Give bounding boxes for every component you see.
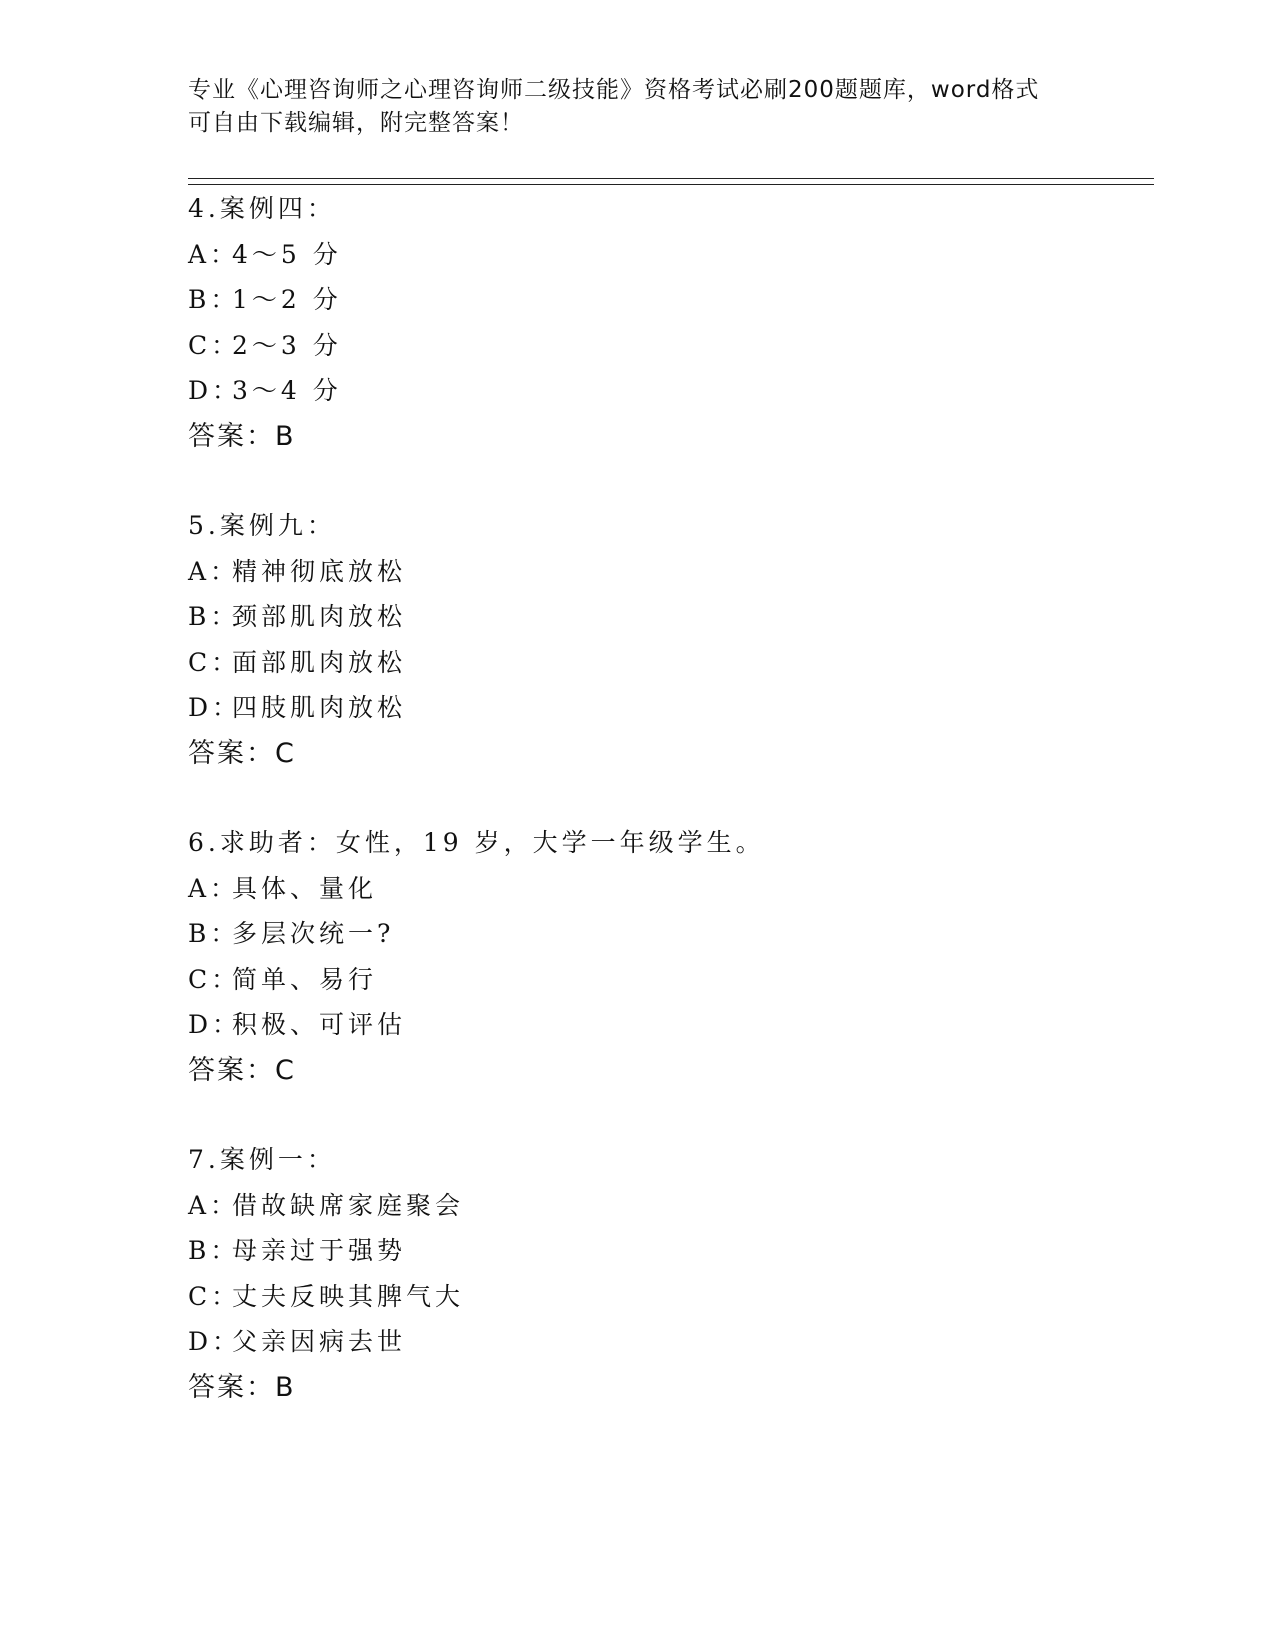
- option-d: [188, 1002, 1128, 1048]
- option-d: [188, 685, 1128, 731]
- option-text: 3～4 分: [232, 376, 342, 405]
- option-letter: C：: [188, 330, 241, 360]
- option-letter: D：: [188, 1010, 242, 1039]
- option-letter: A：: [188, 556, 240, 586]
- option-c: [188, 957, 1128, 1003]
- option-letter: A：: [188, 1190, 240, 1220]
- option-text: 丈夫反映其脾气大: [232, 1281, 465, 1311]
- option-text: 具体、量化: [232, 873, 378, 903]
- option-text: 精神彻底放松: [232, 556, 407, 586]
- option-letter: C：: [188, 964, 241, 994]
- option-text: 1～2 分: [232, 285, 342, 314]
- option-a: [188, 866, 1128, 912]
- option-text: 母亲过于强势: [232, 1236, 407, 1265]
- option-c: [188, 640, 1128, 686]
- option-text: 4～5 分: [232, 239, 342, 269]
- option-letter: B：: [188, 285, 240, 314]
- option-text: 积极、可评估: [232, 1010, 407, 1039]
- option-text: 简单、易行: [232, 964, 378, 994]
- option-b: [188, 911, 1128, 957]
- option-text: 面部肌肉放松: [232, 647, 407, 677]
- option-a: [188, 549, 1128, 595]
- option-letter: A：: [188, 873, 240, 903]
- header-divider-top: [188, 178, 1154, 179]
- question-block: [188, 186, 1128, 459]
- header-line-2: 可自由下载编辑，附完整答案！: [188, 110, 524, 136]
- option-c: [188, 323, 1128, 369]
- option-letter: C：: [188, 1281, 241, 1311]
- option-text: 多层次统一?: [232, 919, 395, 948]
- answer-line: 答案：C: [188, 1054, 296, 1086]
- option-letter: B：: [188, 1236, 240, 1265]
- option-letter: C：: [188, 647, 241, 677]
- document-header: [188, 74, 1088, 140]
- option-letter: D：: [188, 1327, 242, 1356]
- question-block: [188, 820, 1128, 1093]
- answer-line: 答案：B: [188, 1371, 296, 1403]
- option-a: [188, 1183, 1128, 1229]
- option-b: [188, 277, 1128, 323]
- question-title: 6.求助者：女性，19 岁，大学一年级学生。: [188, 828, 765, 857]
- option-text: 2～3 分: [232, 330, 342, 360]
- option-a: [188, 232, 1128, 278]
- option-c: [188, 1274, 1128, 1320]
- option-letter: B：: [188, 602, 240, 631]
- option-text: 父亲因病去世: [232, 1327, 407, 1356]
- option-b: [188, 594, 1128, 640]
- option-text: 四肢肌肉放松: [232, 693, 407, 722]
- answer-line: 答案：B: [188, 420, 296, 452]
- option-text: 借故缺席家庭聚会: [232, 1190, 465, 1220]
- option-d: [188, 368, 1128, 414]
- question-block: [188, 503, 1128, 776]
- answer-line: 答案：C: [188, 737, 296, 769]
- option-text: 颈部肌肉放松: [232, 602, 407, 631]
- question-title: 7.案例一：: [188, 1145, 336, 1174]
- option-b: [188, 1228, 1128, 1274]
- option-letter: D：: [188, 693, 242, 722]
- header-divider-bottom: [188, 184, 1154, 185]
- header-line-1: 专业《心理咨询师之心理咨询师二级技能》资格考试必刷200题题库，word格式: [188, 77, 1040, 103]
- option-letter: A：: [188, 239, 240, 269]
- question-title: 4.案例四：: [188, 194, 336, 223]
- option-letter: B：: [188, 919, 240, 948]
- question-title: 5.案例九：: [188, 511, 336, 540]
- option-letter: D：: [188, 376, 242, 405]
- question-block: [188, 1137, 1128, 1410]
- option-d: [188, 1319, 1128, 1365]
